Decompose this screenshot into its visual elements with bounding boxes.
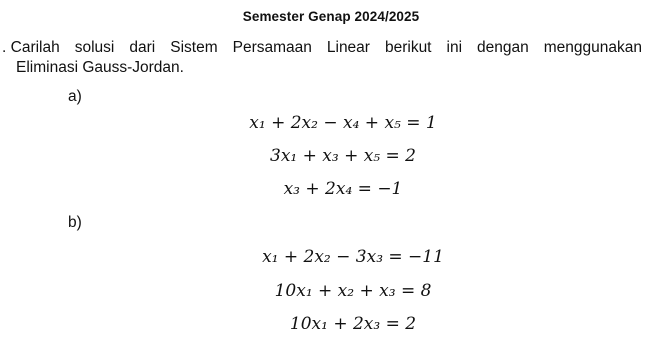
equation-a1: x₁ + 2x₂ − x₄ + x₅ = 1 [249,113,437,133]
question-word: menggunakan [543,39,642,56]
semester-header: Semester Genap 2024/2025 [242,9,420,24]
question-line-2: Eliminasi Gauss-Jordan. [16,59,184,76]
equation-b2: 10x₁ + x₂ + x₃ = 8 [274,281,432,301]
question-word: Linear [326,39,370,56]
question-word: berikut [384,39,432,56]
equation-b3: 10x₁ + 2x₃ = 2 [289,314,417,334]
part-a-label: a) [68,88,82,105]
question-word: solusi [74,39,115,56]
question-bullet: . [2,39,7,56]
part-b-label: b) [68,214,82,231]
question-word: Sistem [170,39,218,56]
question-line-1 [2,38,642,58]
question-text [2,38,642,78]
equation-a2: 3x₁ + x₃ + x₅ = 2 [270,146,416,166]
equation-a3: x₃ + 2x₄ = −1 [283,179,403,199]
equation-b1: x₁ + 2x₂ − 3x₃ = −11 [262,247,444,267]
question-word: dengan [477,39,529,56]
question-word: dari [129,39,156,56]
question-word: ini [446,39,463,56]
question-word: Persamaan [232,39,312,56]
question-word: . Carilah [2,39,60,56]
